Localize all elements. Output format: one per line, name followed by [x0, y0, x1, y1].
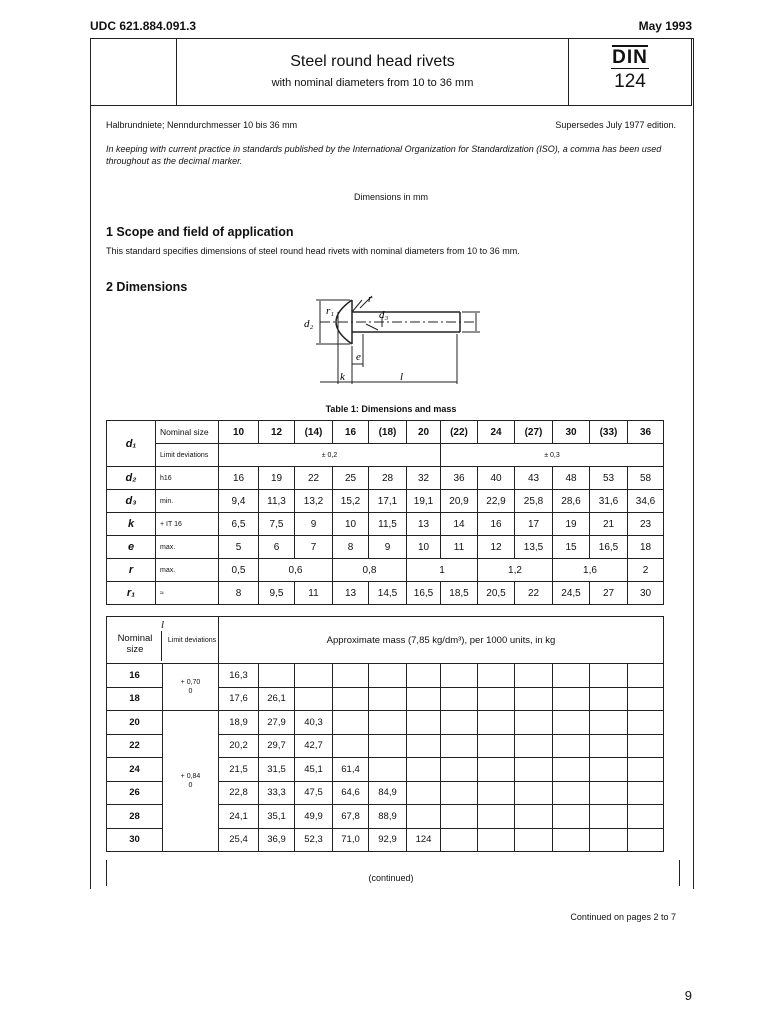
table-cell: 0,8 — [333, 559, 407, 582]
table-cell — [628, 734, 664, 758]
table-cell — [407, 687, 441, 711]
table-cell: 8 — [333, 536, 369, 559]
table-cell: 21 — [590, 513, 628, 536]
table-cell: 18 — [628, 536, 664, 559]
table-row — [107, 582, 664, 605]
table-cell — [590, 664, 628, 688]
label-r1: r₁ — [326, 305, 335, 317]
table-cell: 31,6 — [590, 490, 628, 513]
table-cell: 33,3 — [259, 781, 295, 805]
table-cell: 15,2 — [333, 490, 369, 513]
table-cell: 49,9 — [295, 805, 333, 829]
table-cell: 12 — [478, 536, 515, 559]
table-cell: 1,2 — [478, 559, 553, 582]
table-cell — [441, 781, 478, 805]
table-cell: 64,6 — [333, 781, 369, 805]
section-1-text: This standard specifies dimensions of steel round head rivets with nominal diameters from 10 to 36 mm. — [106, 246, 520, 256]
table-cell: 36,9 — [259, 828, 295, 852]
din-label: DIN — [612, 47, 648, 68]
table-cell: 31,5 — [259, 758, 295, 782]
mass-header-left: l Nominal size Limit deviations — [107, 617, 219, 664]
table-cell — [369, 758, 407, 782]
continued-label: (continued) — [368, 873, 414, 883]
table-cell — [333, 687, 369, 711]
table-cell — [333, 711, 369, 735]
table-cell: 5 — [219, 536, 259, 559]
table-cell: 18,5 — [441, 582, 478, 605]
table-cell: 36 — [441, 467, 478, 490]
table-cell: 16 — [219, 467, 259, 490]
document-title: Steel round head rivets — [290, 53, 455, 70]
table-cell — [515, 734, 553, 758]
table-cell: 7,5 — [259, 513, 295, 536]
german-title: Halbrundniete; Nenndurchmesser 10 bis 36 mm — [106, 120, 298, 130]
table-cell: 30 — [628, 582, 664, 605]
table-cell — [441, 805, 478, 829]
deviation-a: ± 0,2 — [219, 444, 441, 467]
table-cell: 58 — [628, 467, 664, 490]
table-cell: 16,5 — [590, 536, 628, 559]
table-cell — [478, 758, 515, 782]
table-cell — [590, 687, 628, 711]
table-cell: 17,1 — [369, 490, 407, 513]
table-cell — [295, 687, 333, 711]
table-cell — [333, 664, 369, 688]
table-cell: 9 — [369, 536, 407, 559]
table-cell — [478, 687, 515, 711]
table-cell: 22,9 — [478, 490, 515, 513]
table-cell: 9 — [295, 513, 333, 536]
table-cell: 25,4 — [219, 828, 259, 852]
table-cell — [407, 758, 441, 782]
table-cell: e — [107, 536, 156, 559]
table-cell: 17,6 — [219, 687, 259, 711]
table-cell: 1,6 — [553, 559, 628, 582]
table-cell: min. — [156, 490, 219, 513]
table-cell — [515, 805, 553, 829]
table-cell — [407, 734, 441, 758]
table-cell — [295, 664, 333, 688]
table-cell — [553, 687, 590, 711]
table-cell: 2 — [628, 559, 664, 582]
section-1-heading: 1 Scope and field of application — [106, 225, 294, 239]
din-number: 124 — [569, 71, 691, 93]
table-cell — [590, 734, 628, 758]
rivet-diagram — [290, 292, 480, 392]
table-cell: 11 — [441, 536, 478, 559]
table-cell: 20,5 — [478, 582, 515, 605]
table-cell: 21,5 — [219, 758, 259, 782]
table-cell: 42,7 — [295, 734, 333, 758]
table-cell — [369, 664, 407, 688]
table-cell: 26,1 — [259, 687, 295, 711]
table-cell: 40,3 — [295, 711, 333, 735]
mass-table — [106, 616, 664, 852]
table-cell — [515, 781, 553, 805]
limit-deviations-label: Limit deviations — [156, 444, 219, 467]
publication-date: May 1993 — [638, 19, 692, 33]
table-cell: d₂ — [107, 467, 156, 490]
d1-symbol: d₁ — [107, 421, 156, 467]
table-cell: 22 — [107, 734, 163, 758]
table-cell: ≈ — [156, 582, 219, 605]
table-cell — [628, 664, 664, 688]
table-cell — [515, 711, 553, 735]
table-cell: 27 — [590, 582, 628, 605]
table-cell — [478, 711, 515, 735]
size-cell: (33) — [590, 421, 628, 444]
table-cell: 0,6 — [259, 559, 333, 582]
label-e: e — [356, 351, 361, 363]
table-cell: h16 — [156, 467, 219, 490]
table-cell — [553, 805, 590, 829]
table-row — [107, 513, 664, 536]
table-cell: 25 — [333, 467, 369, 490]
table-cell — [553, 781, 590, 805]
table-cell: + IT 16 — [156, 513, 219, 536]
table-cell: 6 — [259, 536, 295, 559]
table-cell: 22 — [295, 467, 333, 490]
table-cell: 28 — [369, 467, 407, 490]
table-cell: 34,6 — [628, 490, 664, 513]
table-row — [107, 467, 664, 490]
table-cell: 47,5 — [295, 781, 333, 805]
table-cell: 67,8 — [333, 805, 369, 829]
table-cell — [478, 664, 515, 688]
table-cell: 45,1 — [295, 758, 333, 782]
table-cell: 22,8 — [219, 781, 259, 805]
table-cell: 19 — [259, 467, 295, 490]
table-cell — [441, 828, 478, 852]
continued-pages: Continued on pages 2 to 7 — [570, 912, 676, 922]
table-cell — [515, 758, 553, 782]
table-cell: r — [107, 559, 156, 582]
table-cell — [441, 758, 478, 782]
table-cell: 13 — [407, 513, 441, 536]
table-cell: + 0,84 0 — [163, 711, 219, 852]
label-d3: d₃ — [379, 309, 389, 321]
table-cell: 84,9 — [369, 781, 407, 805]
table-cell: 20,9 — [441, 490, 478, 513]
table-cell: 40 — [478, 467, 515, 490]
table-cell: 20 — [107, 711, 163, 735]
table-cell: 13,5 — [515, 536, 553, 559]
size-cell: 12 — [259, 421, 295, 444]
table-cell: 6,5 — [219, 513, 259, 536]
table-cell: 92,9 — [369, 828, 407, 852]
table-cell: 25,8 — [515, 490, 553, 513]
table-cell: 43 — [515, 467, 553, 490]
iso-note: In keeping with current practice in standards published by the International Organization for Standardization (ISO), a comma has been used throughout as the decimal marker. — [106, 144, 662, 166]
table-cell — [407, 805, 441, 829]
table-cell: 88,9 — [369, 805, 407, 829]
section-2-heading: 2 Dimensions — [106, 280, 188, 294]
table-row — [107, 559, 664, 582]
size-cell: 30 — [553, 421, 590, 444]
table-cell: r₁ — [107, 582, 156, 605]
table-cell: 16 — [107, 664, 163, 688]
table-cell: 1 — [407, 559, 478, 582]
table-cell: 11,5 — [369, 513, 407, 536]
table-cell: 0,5 — [219, 559, 259, 582]
size-cell: 36 — [628, 421, 664, 444]
table-cell: 124 — [407, 828, 441, 852]
table-cell — [259, 664, 295, 688]
table-cell — [478, 734, 515, 758]
table-cell: 18,9 — [219, 711, 259, 735]
table-cell — [553, 828, 590, 852]
table-cell — [407, 781, 441, 805]
table-cell: 16 — [478, 513, 515, 536]
table-cell — [333, 734, 369, 758]
nominal-size-label: Nominal size — [156, 421, 219, 444]
table-cell — [590, 711, 628, 735]
table-cell: 48 — [553, 467, 590, 490]
table-row — [107, 536, 664, 559]
table-cell: 20,2 — [219, 734, 259, 758]
table-cell — [590, 805, 628, 829]
table-cell — [441, 664, 478, 688]
table-cell: k — [107, 513, 156, 536]
table-cell — [628, 828, 664, 852]
table-cell: 52,3 — [295, 828, 333, 852]
table-cell — [478, 805, 515, 829]
table-cell: 15 — [553, 536, 590, 559]
size-cell: 24 — [478, 421, 515, 444]
table-cell — [407, 711, 441, 735]
table-cell: 35,1 — [259, 805, 295, 829]
table-cell — [553, 664, 590, 688]
table-cell: 19 — [553, 513, 590, 536]
table-cell: 23 — [628, 513, 664, 536]
page-number: 9 — [684, 988, 692, 1003]
table-cell: 27,9 — [259, 711, 295, 735]
table-cell: 14,5 — [369, 582, 407, 605]
table-cell — [369, 687, 407, 711]
size-cell: (27) — [515, 421, 553, 444]
size-cell: (22) — [441, 421, 478, 444]
table-cell: 8 — [219, 582, 259, 605]
size-cell: (14) — [295, 421, 333, 444]
table-row — [107, 664, 664, 688]
table-cell: max. — [156, 536, 219, 559]
table-cell — [628, 711, 664, 735]
label-r: r — [368, 293, 373, 305]
table-cell: 53 — [590, 467, 628, 490]
table-cell: 17 — [515, 513, 553, 536]
table-cell: 16,5 — [407, 582, 441, 605]
table-cell: max. — [156, 559, 219, 582]
table-cell: 11,3 — [259, 490, 295, 513]
table-cell: 13,2 — [295, 490, 333, 513]
title-block — [90, 38, 692, 106]
table-cell: 14 — [441, 513, 478, 536]
table-cell — [515, 664, 553, 688]
table-cell: 30 — [107, 828, 163, 852]
table-cell: 10 — [407, 536, 441, 559]
table-cell: 28 — [107, 805, 163, 829]
table-cell: 32 — [407, 467, 441, 490]
table-cell: 9,4 — [219, 490, 259, 513]
table-cell — [441, 711, 478, 735]
table-cell: 24,1 — [219, 805, 259, 829]
table-cell: 22 — [515, 582, 553, 605]
table-cell: 10 — [333, 513, 369, 536]
table-cell: 24 — [107, 758, 163, 782]
deviation-b: ± 0,3 — [441, 444, 664, 467]
table-cell: 11 — [295, 582, 333, 605]
table-1-caption: Table 1: Dimensions and mass — [325, 404, 457, 414]
table-cell — [441, 734, 478, 758]
mass-heading: Approximate mass (7,85 kg/dm³), per 1000 units, in kg — [219, 617, 664, 664]
size-cell: 16 — [333, 421, 369, 444]
table-row — [107, 711, 664, 735]
table-cell: 18 — [107, 687, 163, 711]
udc-number: UDC 621.884.091.3 — [90, 19, 197, 33]
table-cell: 28,6 — [553, 490, 590, 513]
supersedes-note: Supersedes July 1977 edition. — [555, 120, 676, 130]
table-cell: 16,3 — [219, 664, 259, 688]
label-l: l — [400, 371, 404, 383]
dimensions-note: Dimensions in mm — [353, 192, 429, 202]
table-cell: + 0,70 0 — [163, 664, 219, 711]
table-cell: 61,4 — [333, 758, 369, 782]
table-cell: 9,5 — [259, 582, 295, 605]
table-cell: 26 — [107, 781, 163, 805]
dimensions-table — [106, 420, 664, 605]
document-subtitle: with nominal diameters from 10 to 36 mm — [271, 77, 474, 89]
table-cell — [407, 664, 441, 688]
table-cell — [590, 828, 628, 852]
table-cell: 19,1 — [407, 490, 441, 513]
table-cell — [478, 781, 515, 805]
table-cell — [553, 734, 590, 758]
table-cell — [515, 828, 553, 852]
table-cell: 7 — [295, 536, 333, 559]
table-cell: 29,7 — [259, 734, 295, 758]
label-d2: d₂ — [304, 318, 314, 330]
table-cell — [515, 687, 553, 711]
table-cell: 24,5 — [553, 582, 590, 605]
table-cell — [628, 781, 664, 805]
table-cell — [441, 687, 478, 711]
table-cell — [553, 758, 590, 782]
table-cell: d₃ — [107, 490, 156, 513]
table-cell — [628, 758, 664, 782]
table-row — [107, 490, 664, 513]
table-cell: 13 — [333, 582, 369, 605]
size-cell: 20 — [407, 421, 441, 444]
table-cell — [590, 758, 628, 782]
table-cell — [553, 711, 590, 735]
label-k: k — [340, 371, 345, 383]
table-cell — [478, 828, 515, 852]
table-cell — [628, 687, 664, 711]
size-cell: 10 — [219, 421, 259, 444]
table-cell — [628, 805, 664, 829]
table-cell: 71,0 — [333, 828, 369, 852]
table-cell — [590, 781, 628, 805]
table-cell — [369, 711, 407, 735]
size-cell: (18) — [369, 421, 407, 444]
table-cell — [369, 734, 407, 758]
